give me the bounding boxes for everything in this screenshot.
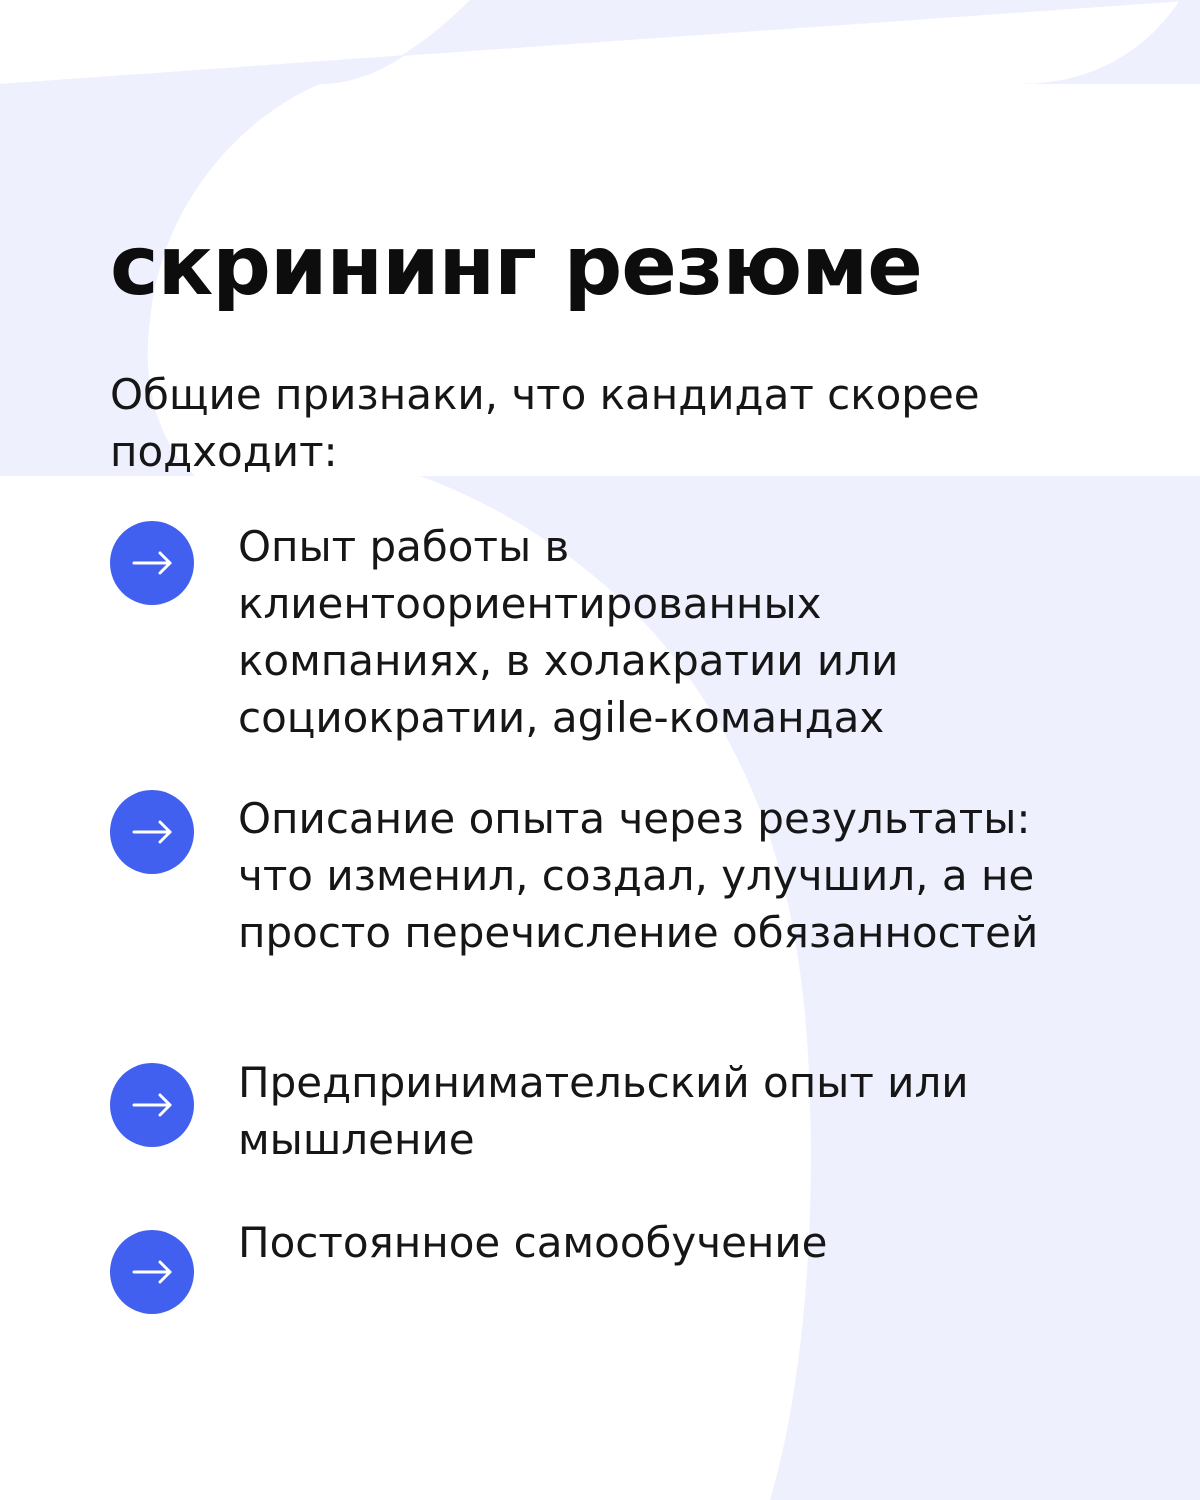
list-item-text: Описание опыта через результаты: что изменил, создал, улучшил, а не просто перечисление обязанностей	[238, 794, 1039, 957]
list-item-text: Предпринимательский опыт или мышление	[238, 1058, 969, 1164]
bullet-badge	[110, 521, 194, 605]
arrow-right-icon	[110, 790, 194, 874]
bullet-badge	[110, 1063, 194, 1147]
subtitle: Общие признаки, что кандидат скорее подходит:	[110, 370, 980, 476]
bullet-badge	[110, 790, 194, 874]
arrow-right-icon	[110, 1063, 194, 1147]
arrow-right-icon	[110, 1230, 194, 1314]
page-title: скрининг резюме	[110, 219, 922, 314]
list-item-text: Постоянное самообучение	[238, 1218, 828, 1267]
list-item-text: Опыт работы в клиентоориентированных компаниях, в холакратии или социократии, agile-командах	[238, 522, 899, 742]
arrow-right-icon	[110, 521, 194, 605]
bullet-badge	[110, 1230, 194, 1314]
